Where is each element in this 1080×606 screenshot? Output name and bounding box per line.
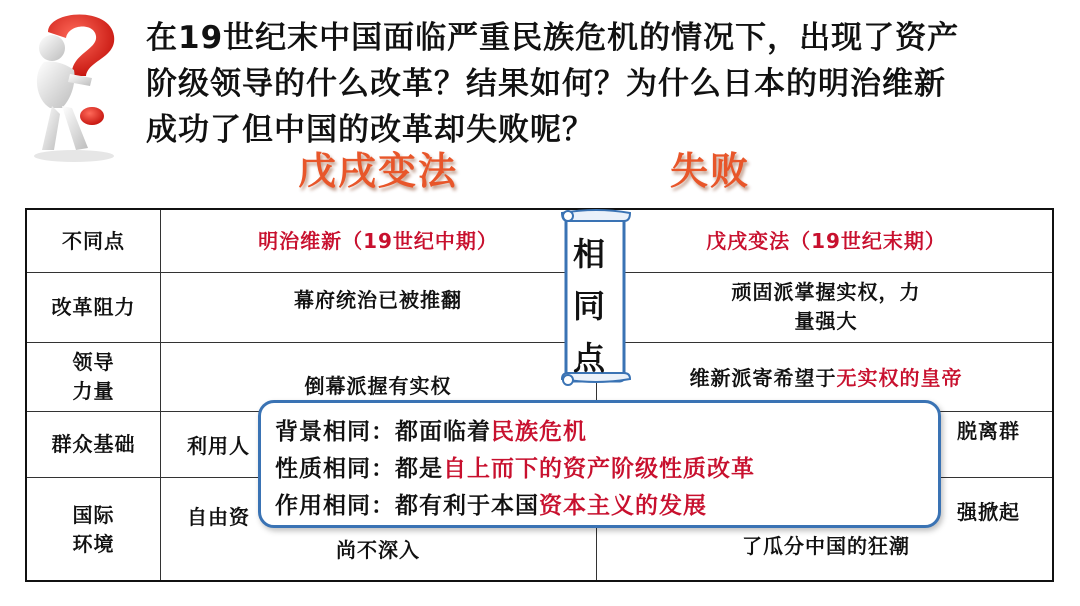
similarity-background-highlight: 民族危机 [491,419,587,445]
meiji-resistance: 幕府统治已被推翻 [294,287,462,312]
row-label-international [27,477,160,582]
wuxu-leadership [596,350,1056,406]
row-label-leadership-line1: 领导 [72,349,115,374]
wuxu-resistance-line1: 顽固派掌握实权，力 [731,280,921,304]
meiji-leadership: 倒幕派握有实权 [304,374,452,398]
meiji-international-line2: 尚不深入 [336,537,420,562]
wuxu-resistance [596,272,1056,342]
row-label-international-line2: 环境 [72,531,115,556]
wuxu-international-partial: 强掀起 [957,499,1020,524]
similarities-popup [258,400,941,528]
row-label-resistance: 改革阻力 [51,294,136,319]
question-mark-figure-icon [14,4,132,164]
same-points-title: 相同点 [572,235,605,377]
meiji-international-partial: 自由资 [187,504,250,529]
wuxu-leadership-highlight: 无实权的皇帝 [836,365,963,390]
question-line-2: 阶级领导的什么改革？结果如何？为什么日本的明治维新 [146,66,946,102]
similarity-effect [275,487,707,520]
similarity-nature [275,450,755,483]
question-line-3: 成功了但中国的改革却失败呢？ [146,112,594,148]
similarity-effect-prefix: 作用相同：都有利于本国 [275,493,539,519]
similarity-effect-highlight: 资本主义的发展 [539,493,707,519]
row-label-international-line1: 国际 [72,502,115,527]
similarity-nature-prefix: 性质相同：都是 [275,456,443,482]
table-divider [27,342,1052,343]
result-title: 失败 [670,148,751,193]
wuxu-resistance-line2: 量强大 [794,309,858,333]
meiji-masses-partial: 利用人 [187,433,250,458]
similarity-background-prefix: 背景相同：都面临着 [275,419,491,445]
table-header-meiji: 明治维新（19世纪中期） [258,228,498,253]
wuxu-leadership-plain: 维新派寄希望于 [689,365,837,390]
table-header-wuxu: 戊戌变法（19世纪末期） [706,228,946,253]
reform-title: 戊戌变法 [298,148,459,193]
table-header-diff: 不同点 [62,228,125,253]
wuxu-masses-partial: 脱离群 [957,418,1020,443]
wuxu-international-line2: 了瓜分中国的狂潮 [742,533,910,558]
question-line-1: 在19世纪末中国面临严重民族危机的情况下，出现了资产 [146,20,960,56]
similarity-nature-highlight: 自上而下的资产阶级性质改革 [443,456,755,482]
row-label-leadership-line2: 力量 [72,378,115,403]
row-label-masses: 群众基础 [51,431,136,456]
similarity-background [275,413,587,446]
row-label-leadership [27,342,160,411]
